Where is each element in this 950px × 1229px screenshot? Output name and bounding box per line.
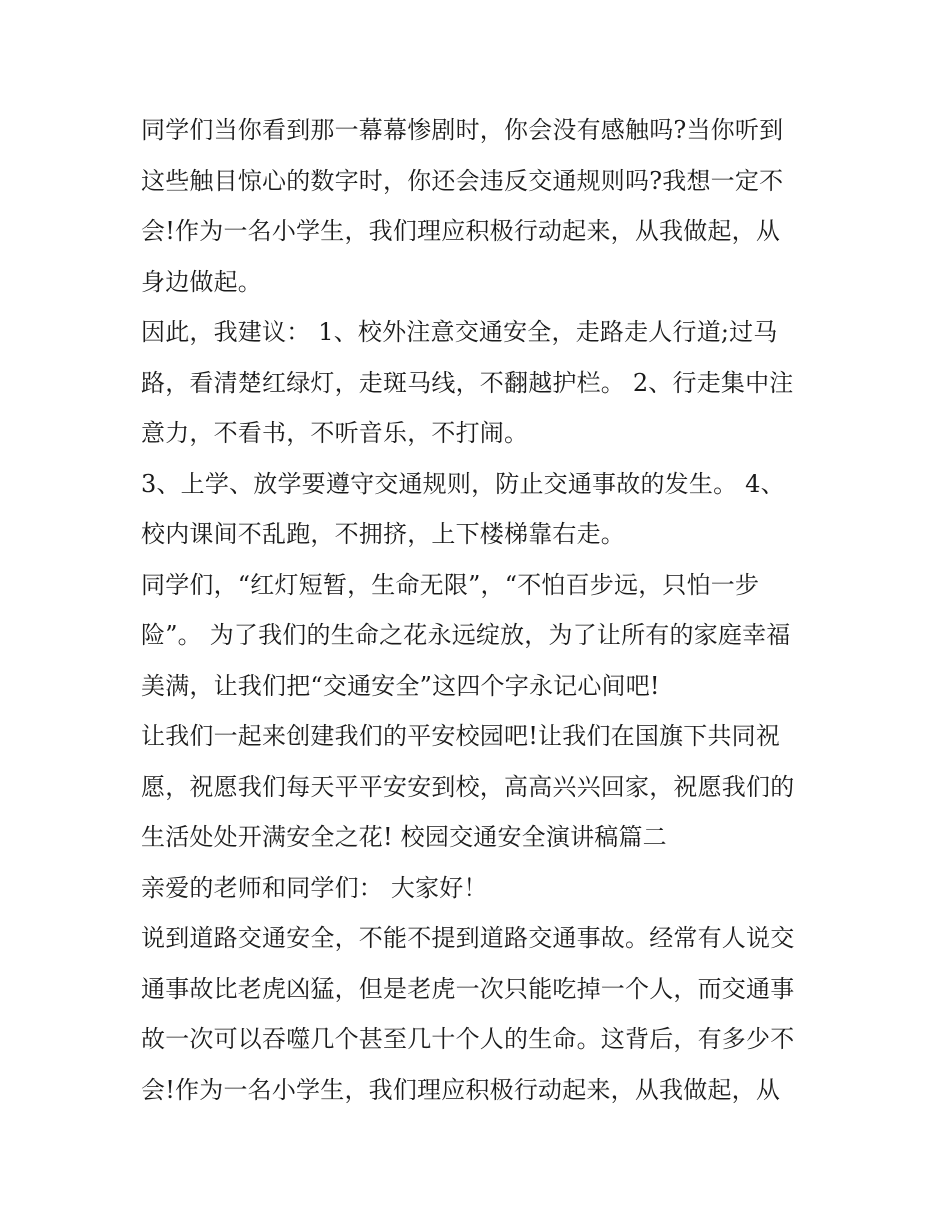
text-line: 校内课间不乱跑，不拥挤，上下楼梯靠右走。	[141, 520, 625, 548]
text-line: 愿，祝愿我们每天平平安安到校，高高兴兴回家，祝愿我们的	[141, 772, 795, 801]
text-line: 亲爱的老师和同学们： 大家好！	[141, 873, 488, 902]
text-line: 美满，让我们把“交通安全”这四个字永记心间吧!	[141, 671, 660, 700]
text-line: 险”。 为了我们的生命之花永远绽放，为了让所有的家庭幸福	[141, 621, 791, 649]
text-line: 会!作为一名小学生，我们理应积极行动起来，从我做起，从	[141, 1075, 781, 1104]
text-line: 同学们当你看到那一幕幕惨剧时，你会没有感触吗?当你听到	[141, 116, 784, 144]
text-line: 路，看清楚红绿灯，走斑马线，不翻越护栏。 2、行走集中注	[141, 368, 794, 397]
text-line: 故一次可以吞噬几个甚至几十个人的生命。这背后，有多少不	[141, 1025, 795, 1053]
document-body	[141, 105, 821, 1115]
text-line: 会!作为一名小学生，我们理应积极行动起来，从我做起，从	[141, 217, 781, 245]
text-line: 这些触目惊心的数字时，你还会违反交通规则吗?我想一定不	[141, 166, 784, 195]
text-line: 通事故比老虎凶猛，但是老虎一次只能吃掉一个人，而交通事	[141, 974, 795, 1003]
text-line: 因此，我建议： 1、校外注意交通安全，走路走人行道;过马	[141, 318, 778, 346]
text-line: 生活处处开满安全之花! 校园交通安全演讲稿篇二	[141, 823, 667, 851]
text-line: 意力，不看书，不听音乐，不打闹。	[141, 419, 529, 447]
text-line: 同学们，“红灯短暂，生命无限”，“不怕百步远，只怕一步	[141, 570, 760, 599]
text-line: 让我们一起来创建我们的平安校园吧!让我们在国旗下共同祝	[141, 722, 781, 750]
text-line: 3、上学、放学要遵守交通规则，防止交通事故的发生。 4、	[141, 469, 785, 498]
text-line: 说到道路交通安全，不能不提到道路交通事故。经常有人说交	[141, 924, 795, 952]
text-line: 身边做起。	[141, 267, 262, 296]
